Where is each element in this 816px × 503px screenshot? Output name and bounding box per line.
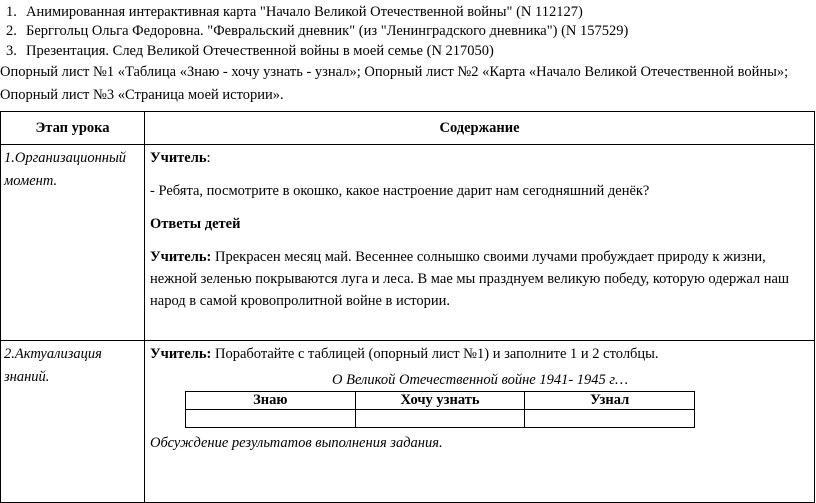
list-text: Анимированная интерактивная карта "Начало Великой Отечественной войны" (N 112127) [26, 4, 583, 20]
header-stage: Этап урока [1, 112, 145, 145]
inner-cell [186, 410, 356, 428]
teacher-label: Учитель [150, 150, 207, 166]
support-sheets-paragraph: Опорный лист №1 «Таблица «Знаю - хочу узнать - узнал»; Опорный лист №2 «Карта «Начало Великой Отечественной войны»; Опорный лист №3 «Страница моей истории». [0, 64, 789, 103]
list-text: Берггольц Ольга Федоровна. "Февральский дневник" (из "Ленинградского дневника") (N 157529) [26, 23, 629, 39]
inner-header-row [186, 392, 695, 410]
teacher-colon: : [206, 150, 211, 166]
inner-header-learned: Узнал [525, 392, 695, 410]
content-cell [145, 341, 815, 503]
list-item [0, 40, 816, 62]
table-row [1, 341, 815, 503]
teacher-text: Поработайте с таблицей (опорный лист №1) и заполните 1 и 2 столбцы. [211, 346, 659, 362]
table-caption: О Великой Отечественной войне 1941- 1945 г… [332, 372, 628, 388]
inner-header-know: Знаю [186, 392, 356, 410]
list-number: 1. [6, 4, 17, 20]
stage-cell: 2.Актуализация знаний. [1, 341, 145, 503]
inner-header-want: Хочу узнать [355, 392, 525, 410]
inner-empty-row [186, 410, 695, 428]
teacher-label: Учитель: [150, 249, 212, 265]
table-row [1, 145, 815, 341]
table-header-row [1, 112, 815, 145]
content-cell [145, 145, 815, 341]
teacher-label: Учитель: [150, 346, 212, 362]
inner-cell [525, 410, 695, 428]
children-answers: Ответы детей [150, 216, 241, 232]
teacher-question: - Ребята, посмотрите в окошко, какое настроение дарит нам сегодняшний денёк? [150, 183, 650, 199]
lesson-table [0, 111, 815, 503]
discussion-note: Обсуждение результатов выполнения задания. [150, 435, 443, 451]
header-content: Содержание [145, 112, 815, 145]
know-want-learned-table [185, 391, 695, 428]
inner-cell [355, 410, 525, 428]
list-number: 2. [6, 23, 17, 39]
stage-cell: 1.Организационный момент. [1, 145, 145, 341]
list-item [0, 20, 816, 42]
list-number: 3. [6, 43, 17, 59]
teacher-text: Прекрасен месяц май. Весеннее солнышко своими лучами пробуждает природу к жизни, нежной зеленью покрываются луга и леса. В мае мы празднуем великую победу, которую одержал наш народ в самой кровопролитной войне в истории. [150, 249, 790, 309]
list-text: Презентация. След Великой Отечественной войны в моей семье (N 217050) [26, 43, 494, 59]
